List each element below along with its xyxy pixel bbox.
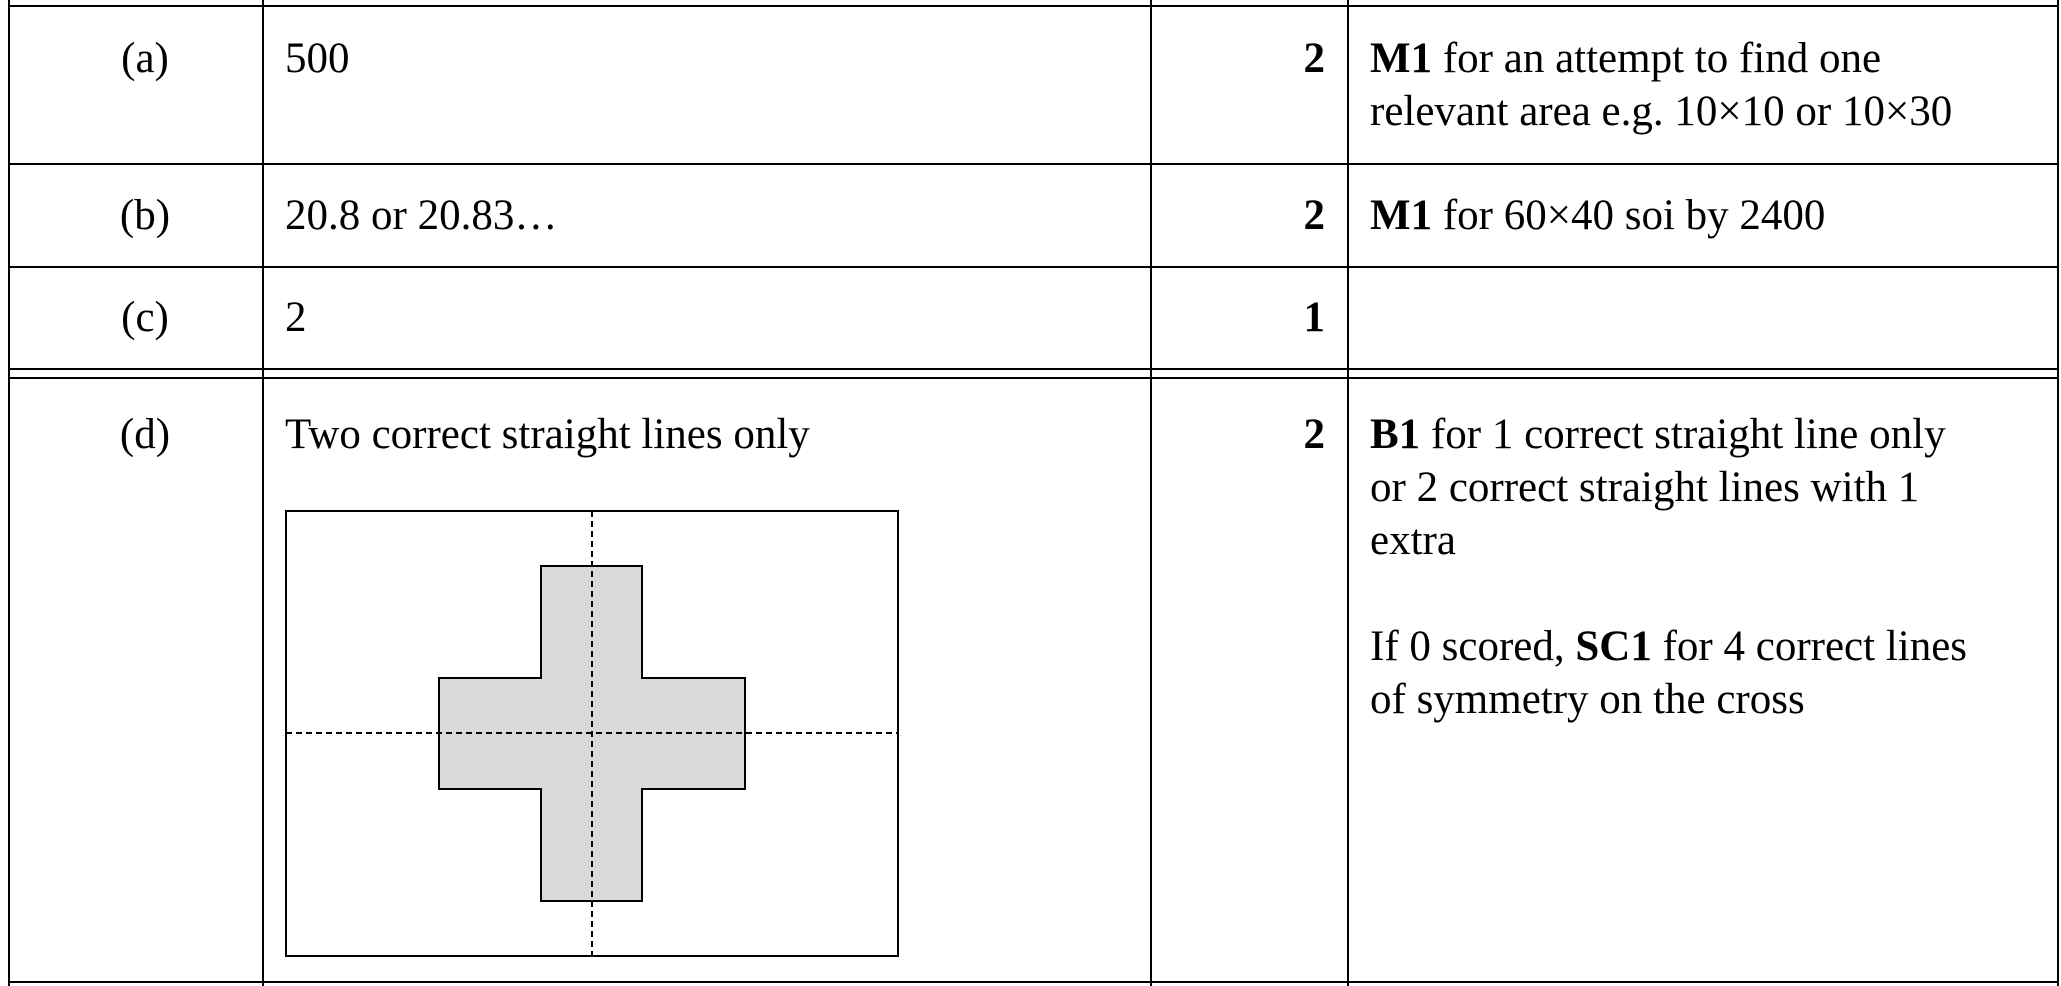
guidance-mark-code: B1: [1370, 411, 1421, 458]
column-divider: [262, 0, 264, 986]
row-divider: [8, 377, 2059, 379]
guidance-line: [1370, 32, 1952, 85]
row-divider: [8, 368, 2059, 370]
marks-value: 1: [1303, 294, 1325, 341]
row-divider: [8, 5, 2059, 7]
guidance-text: [1370, 189, 1825, 242]
answer-text: 2: [285, 294, 307, 341]
guidance-line-text: for 4 correct lines: [1651, 623, 1968, 670]
guidance-line-text: of symmetry on the cross: [1370, 676, 1805, 723]
row-divider: [8, 981, 2059, 983]
guidance-line-text: for an attempt to find one: [1432, 35, 1882, 82]
guidance-line-text: extra: [1370, 517, 1456, 564]
guidance-text: [1370, 408, 1967, 726]
row-divider: [8, 163, 2059, 165]
table-border-left: [8, 0, 10, 986]
answer-text: 20.8 or 20.83…: [285, 192, 558, 239]
part-label: (c): [121, 294, 169, 341]
guidance-mark-code: M1: [1370, 35, 1433, 82]
guidance-line: [1370, 461, 1967, 514]
guidance-line: [1370, 408, 1967, 461]
guidance-line-text: for 1 correct straight line only: [1420, 411, 1946, 458]
column-divider: [1150, 0, 1152, 986]
guidance-line-text: or 2 correct straight lines with 1: [1370, 464, 1920, 511]
answer-text: Two correct straight lines only: [285, 411, 810, 458]
marks-value: 2: [1303, 411, 1325, 458]
row-divider: [8, 266, 2059, 268]
table-border-right: [2057, 0, 2059, 986]
guidance-line: [1370, 189, 1825, 242]
part-label: (d): [119, 411, 171, 458]
guidance-mark-code: SC1: [1575, 623, 1652, 670]
guidance-line: [1370, 567, 1967, 620]
guidance-line: [1370, 620, 1967, 673]
part-label: (b): [119, 192, 171, 239]
guidance-line: [1370, 85, 1952, 138]
marks-value: 2: [1303, 35, 1325, 82]
guidance-line-text: relevant area e.g. 10×10 or 10×30: [1370, 88, 1953, 135]
guidance-line-text: for 60×40 soi by 2400: [1432, 192, 1826, 239]
symmetry-cross-diagram: [285, 510, 899, 957]
guidance-line: [1370, 673, 1967, 726]
answer-text: 500: [285, 35, 350, 82]
part-label: (a): [121, 35, 169, 82]
marks-value: 2: [1303, 192, 1325, 239]
guidance-line: [1370, 514, 1967, 567]
guidance-line-text: If 0 scored,: [1370, 623, 1576, 670]
guidance-mark-code: M1: [1370, 192, 1433, 239]
guidance-text: [1370, 32, 1952, 138]
column-divider: [1347, 0, 1349, 986]
